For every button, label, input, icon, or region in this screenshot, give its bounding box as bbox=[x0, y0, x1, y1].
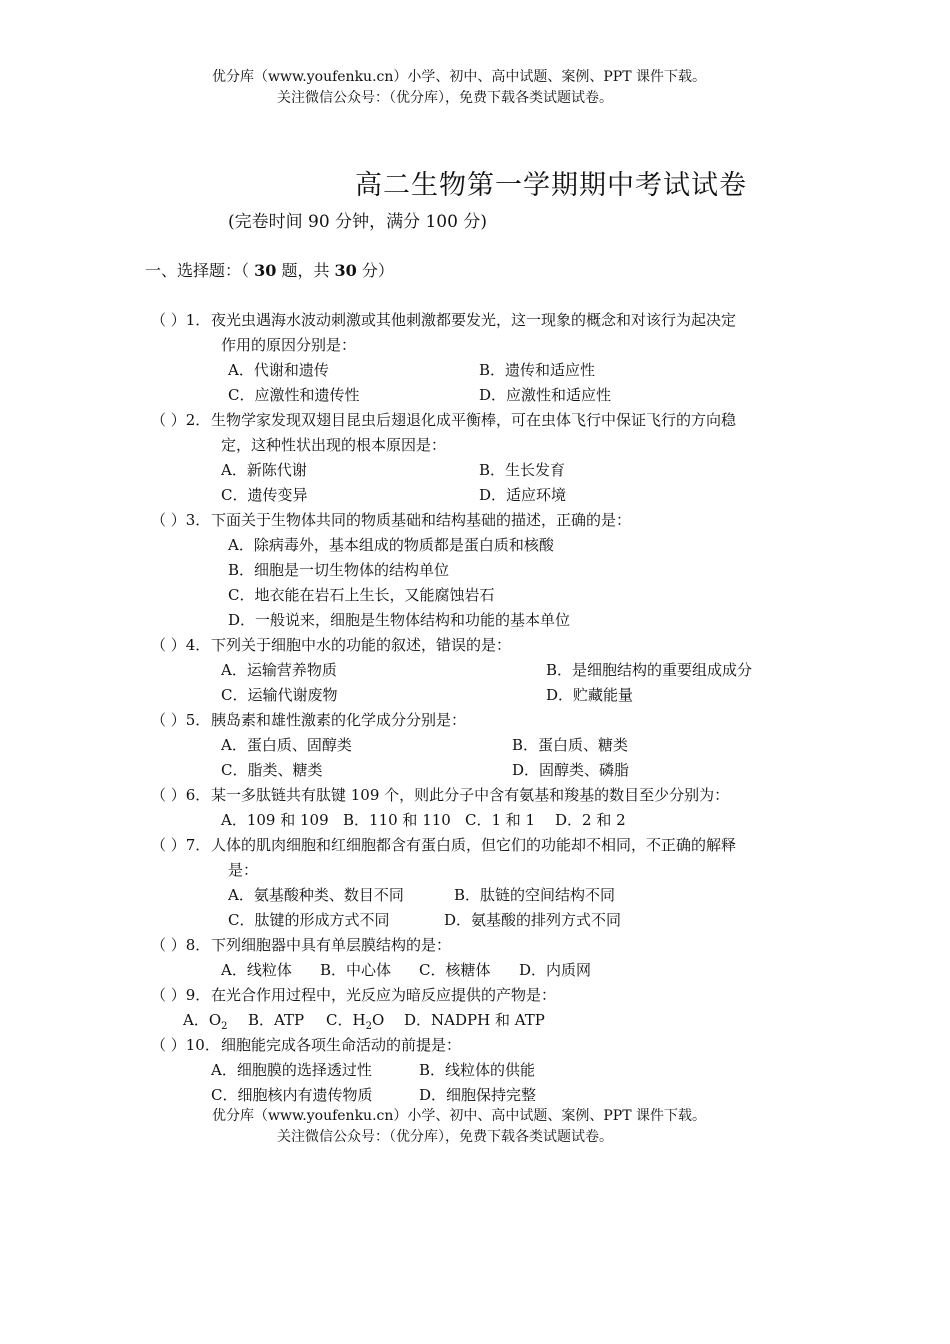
question-2-option-a: A．新陈代谢 bbox=[221, 461, 307, 479]
question-7-stem: 人体的肌肉细胞和红细胞都含有蛋白质，但它们的功能却不相同，不正确的解释 bbox=[211, 836, 737, 854]
question-7-number: （ ）7． bbox=[151, 836, 211, 854]
question-10-option-a: A．细胞膜的选择透过性 bbox=[211, 1061, 372, 1079]
question-5-stem: 胰岛素和雄性激素的化学成分分别是： bbox=[211, 711, 467, 729]
section-heading: 一、选择题：（ 30 题，共 30 分） bbox=[145, 261, 394, 280]
question-2-option-d: D．适应环境 bbox=[479, 486, 567, 504]
question-3-option-c: C．地衣能在岩石上生长，又能腐蚀岩石 bbox=[228, 586, 495, 604]
question-4-option-d: D．贮藏能量 bbox=[546, 686, 634, 704]
question-5-number: （ ）5． bbox=[151, 711, 211, 729]
question-6-option-b: B．110 和 110 bbox=[343, 811, 451, 829]
question-6-option-c: C．1 和 1 bbox=[465, 811, 536, 829]
question-10-number: （ ）10． bbox=[151, 1036, 220, 1054]
question-9-stem: 在光合作用过程中，光反应为暗反应提供的产物是： bbox=[211, 986, 557, 1004]
question-10-option-d: D．细胞保持完整 bbox=[419, 1086, 537, 1104]
question-2-stem-cont: 定，这种性状出现的根本原因是： bbox=[221, 436, 447, 454]
page-title: 高二生物第一学期期中考试试卷 bbox=[355, 170, 747, 201]
question-4-option-a: A．运输营养物质 bbox=[221, 661, 337, 679]
question-7-stem-cont: 是： bbox=[228, 861, 259, 879]
question-7-option-b: B．肽链的空间结构不同 bbox=[454, 886, 616, 904]
question-4-option-c: C．运输代谢废物 bbox=[221, 686, 338, 704]
header-line-2: 关注微信公众号：（优分库），免费下载各类试题试卷。 bbox=[277, 90, 613, 106]
question-9-number: （ ）9． bbox=[151, 986, 211, 1004]
question-7-option-d: D．氨基酸的排列方式不同 bbox=[444, 911, 622, 929]
question-6-option-a: A．109 和 109 bbox=[221, 811, 329, 829]
question-5-option-b: B．蛋白质、糖类 bbox=[512, 736, 629, 754]
footer-line-1: 优分库（www.youfenku.cn）小学、初中、高中试题、案例、PPT 课件下载。 bbox=[212, 1108, 707, 1124]
question-9-option-b: B．ATP bbox=[248, 1011, 305, 1029]
question-1-option-a: A．代谢和遗传 bbox=[228, 361, 329, 379]
question-3-option-a: A．除病毒外，基本组成的物质都是蛋白质和核酸 bbox=[228, 536, 554, 554]
question-8-number: （ ）8． bbox=[151, 936, 211, 954]
question-2-option-b: B．生长发育 bbox=[479, 461, 566, 479]
question-2-stem: 生物学家发现双翅目昆虫后翅退化成平衡棒，可在虫体飞行中保证飞行的方向稳 bbox=[211, 411, 737, 429]
question-1-option-c: C．应激性和遗传性 bbox=[228, 386, 360, 404]
question-5-option-d: D．固醇类、磷脂 bbox=[512, 761, 630, 779]
question-1-option-d: D．应激性和适应性 bbox=[479, 386, 612, 404]
question-9-option-d: D．NADPH 和 ATP bbox=[404, 1011, 545, 1029]
question-10-option-c: C．细胞核内有遗传物质 bbox=[211, 1086, 373, 1104]
question-3-number: （ ）3． bbox=[151, 511, 211, 529]
question-3-option-d: D．一般说来，细胞是生物体结构和功能的基本单位 bbox=[228, 611, 571, 629]
question-1-number: （ ）1． bbox=[151, 311, 211, 329]
question-8-stem: 下列细胞器中具有单层膜结构的是： bbox=[211, 936, 452, 954]
question-6-number: （ ）6． bbox=[151, 786, 211, 804]
question-10-stem: 细胞能完成各项生命活动的前提是： bbox=[221, 1036, 462, 1054]
question-4-number: （ ）4． bbox=[151, 636, 211, 654]
question-8-option-b: B．中心体 bbox=[320, 961, 392, 979]
question-5-option-c: C．脂类、糖类 bbox=[221, 761, 323, 779]
question-9-option-a: A．$O_2$ bbox=[183, 1011, 228, 1032]
question-6-option-d: D．2 和 2 bbox=[555, 811, 626, 829]
question-3-stem: 下面关于生物体共同的物质基础和结构基础的描述，正确的是： bbox=[211, 511, 632, 529]
question-4-option-b: B．是细胞结构的重要组成成分 bbox=[546, 661, 753, 679]
exam-subtitle: (完卷时间 90 分钟，满分 100 分) bbox=[228, 212, 487, 232]
question-1-stem-cont: 作用的原因分别是： bbox=[221, 336, 357, 354]
question-9-option-c: C．$H_2O$ bbox=[326, 1011, 385, 1032]
question-2-option-c: C．遗传变异 bbox=[221, 486, 308, 504]
question-7-option-c: C．肽键的形成方式不同 bbox=[228, 911, 390, 929]
question-10-option-b: B．线粒体的供能 bbox=[419, 1061, 536, 1079]
question-3-option-b: B．细胞是一切生物体的结构单位 bbox=[228, 561, 450, 579]
question-8-option-a: A．线粒体 bbox=[221, 961, 292, 979]
question-1-option-b: B．遗传和适应性 bbox=[479, 361, 596, 379]
question-8-option-d: D．内质网 bbox=[519, 961, 592, 979]
question-8-option-c: C．核糖体 bbox=[419, 961, 491, 979]
question-7-option-a: A．氨基酸种类、数目不同 bbox=[228, 886, 404, 904]
question-4-stem: 下列关于细胞中水的功能的叙述，错误的是： bbox=[211, 636, 512, 654]
footer-line-2: 关注微信公众号：（优分库），免费下载各类试题试卷。 bbox=[277, 1129, 613, 1145]
header-line-1: 优分库（www.youfenku.cn）小学、初中、高中试题、案例、PPT 课件下载。 bbox=[212, 69, 707, 85]
question-1-stem: 夜光虫遇海水波动刺激或其他刺激都要发光，这一现象的概念和对该行为起决定 bbox=[211, 311, 737, 329]
question-5-option-a: A．蛋白质、固醇类 bbox=[221, 736, 352, 754]
question-2-number: （ ）2． bbox=[151, 411, 211, 429]
question-6-stem: 某一多肽链共有肽键 109 个，则此分子中含有氨基和羧基的数目至少分别为： bbox=[211, 786, 730, 804]
